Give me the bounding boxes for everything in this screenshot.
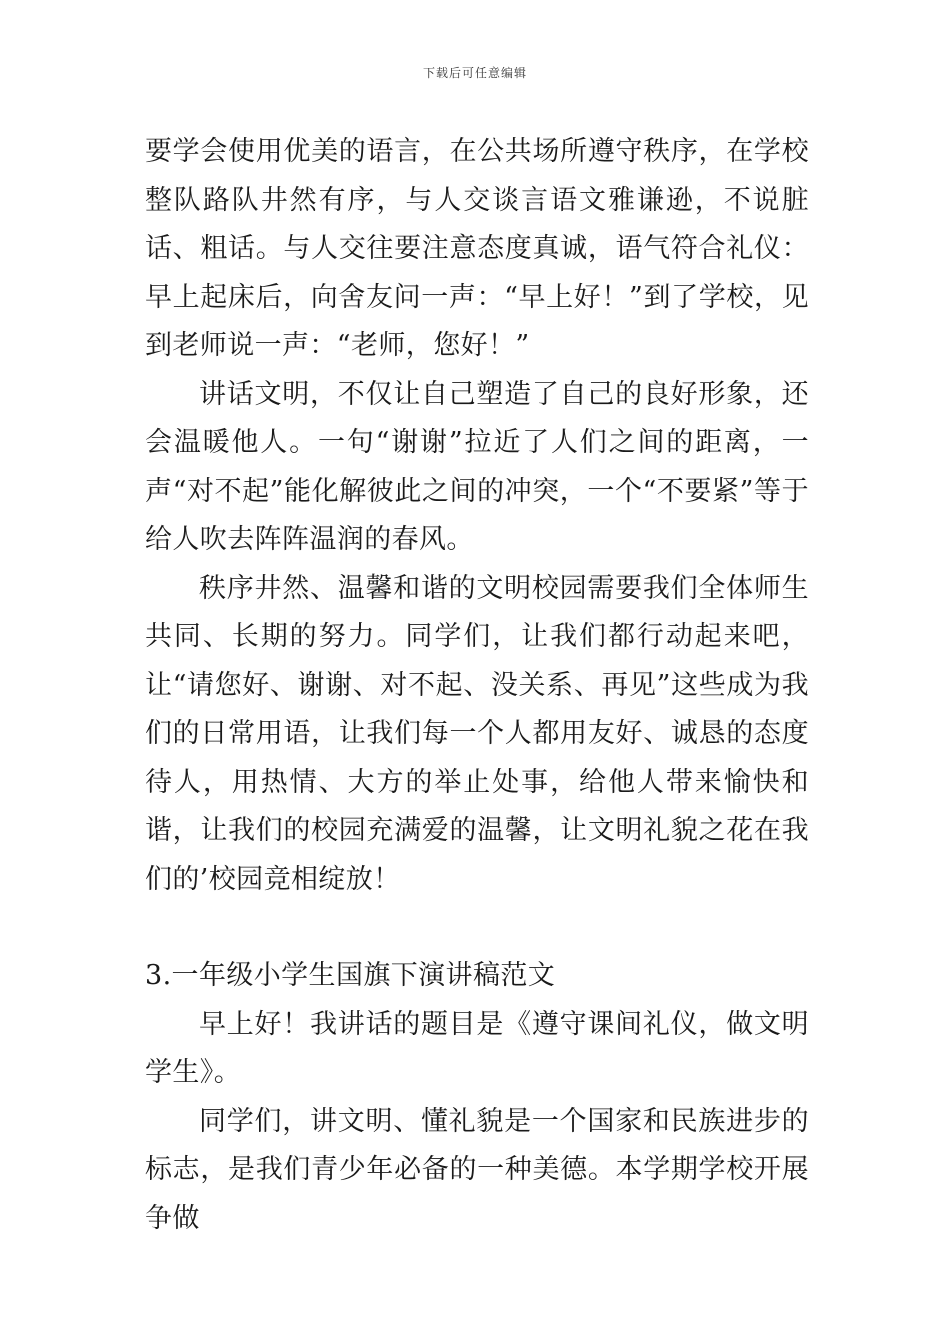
section-heading: 3.一年级小学生国旗下演讲稿范文 bbox=[145, 960, 556, 991]
paragraph-speech-title: 早上好！我讲话的题目是《遵守课间礼仪，做文明学生》。 bbox=[145, 1008, 809, 1088]
paragraph-speech-body: 同学们，讲文明、懂礼貌是一个国家和民族进步的标志，是我们青少年必备的一种美德。本学期学校开展争做 bbox=[145, 1105, 809, 1234]
header-note: 下载后可任意编辑 bbox=[422, 66, 527, 80]
section-spacer bbox=[145, 904, 809, 952]
document-body bbox=[145, 128, 809, 1243]
paragraph-civilized-campus: 秩序井然、温馨和谐的文明校园需要我们全体师生共同、长期的努力。同学们，让我们都行动起来吧，让“请您好、谢谢、对不起、没关系、再见”这些成为我们的日常用语，让我们每一个人都用友好、诚恳的态度待人，用热情、大方的举止处事，给他人带来愉快和谐，让我们的校园充满爱的温馨，让文明礼貌之花在我们的’校园竞相绽放！ bbox=[145, 572, 809, 895]
paragraph-polite-speech: 讲话文明，不仅让自己塑造了自己的良好形象，还会温暖他人。一句“谢谢”拉近了人们之间的距离，一声“对不起”能化解彼此之间的冲突，一个“不要紧”等于给人吹去阵阵温润的春风。 bbox=[145, 378, 809, 555]
paragraph-continuation: 要学会使用优美的语言，在公共场所遵守秩序，在学校整队路队井然有序，与人交谈言语文雅谦逊，不说脏话、粗话。与人交往要注意态度真诚，语气符合礼仪：早上起床后，向舍友问一声：“早上好！”到了学校，见到老师说一声：“老师，您好！” bbox=[145, 136, 809, 361]
